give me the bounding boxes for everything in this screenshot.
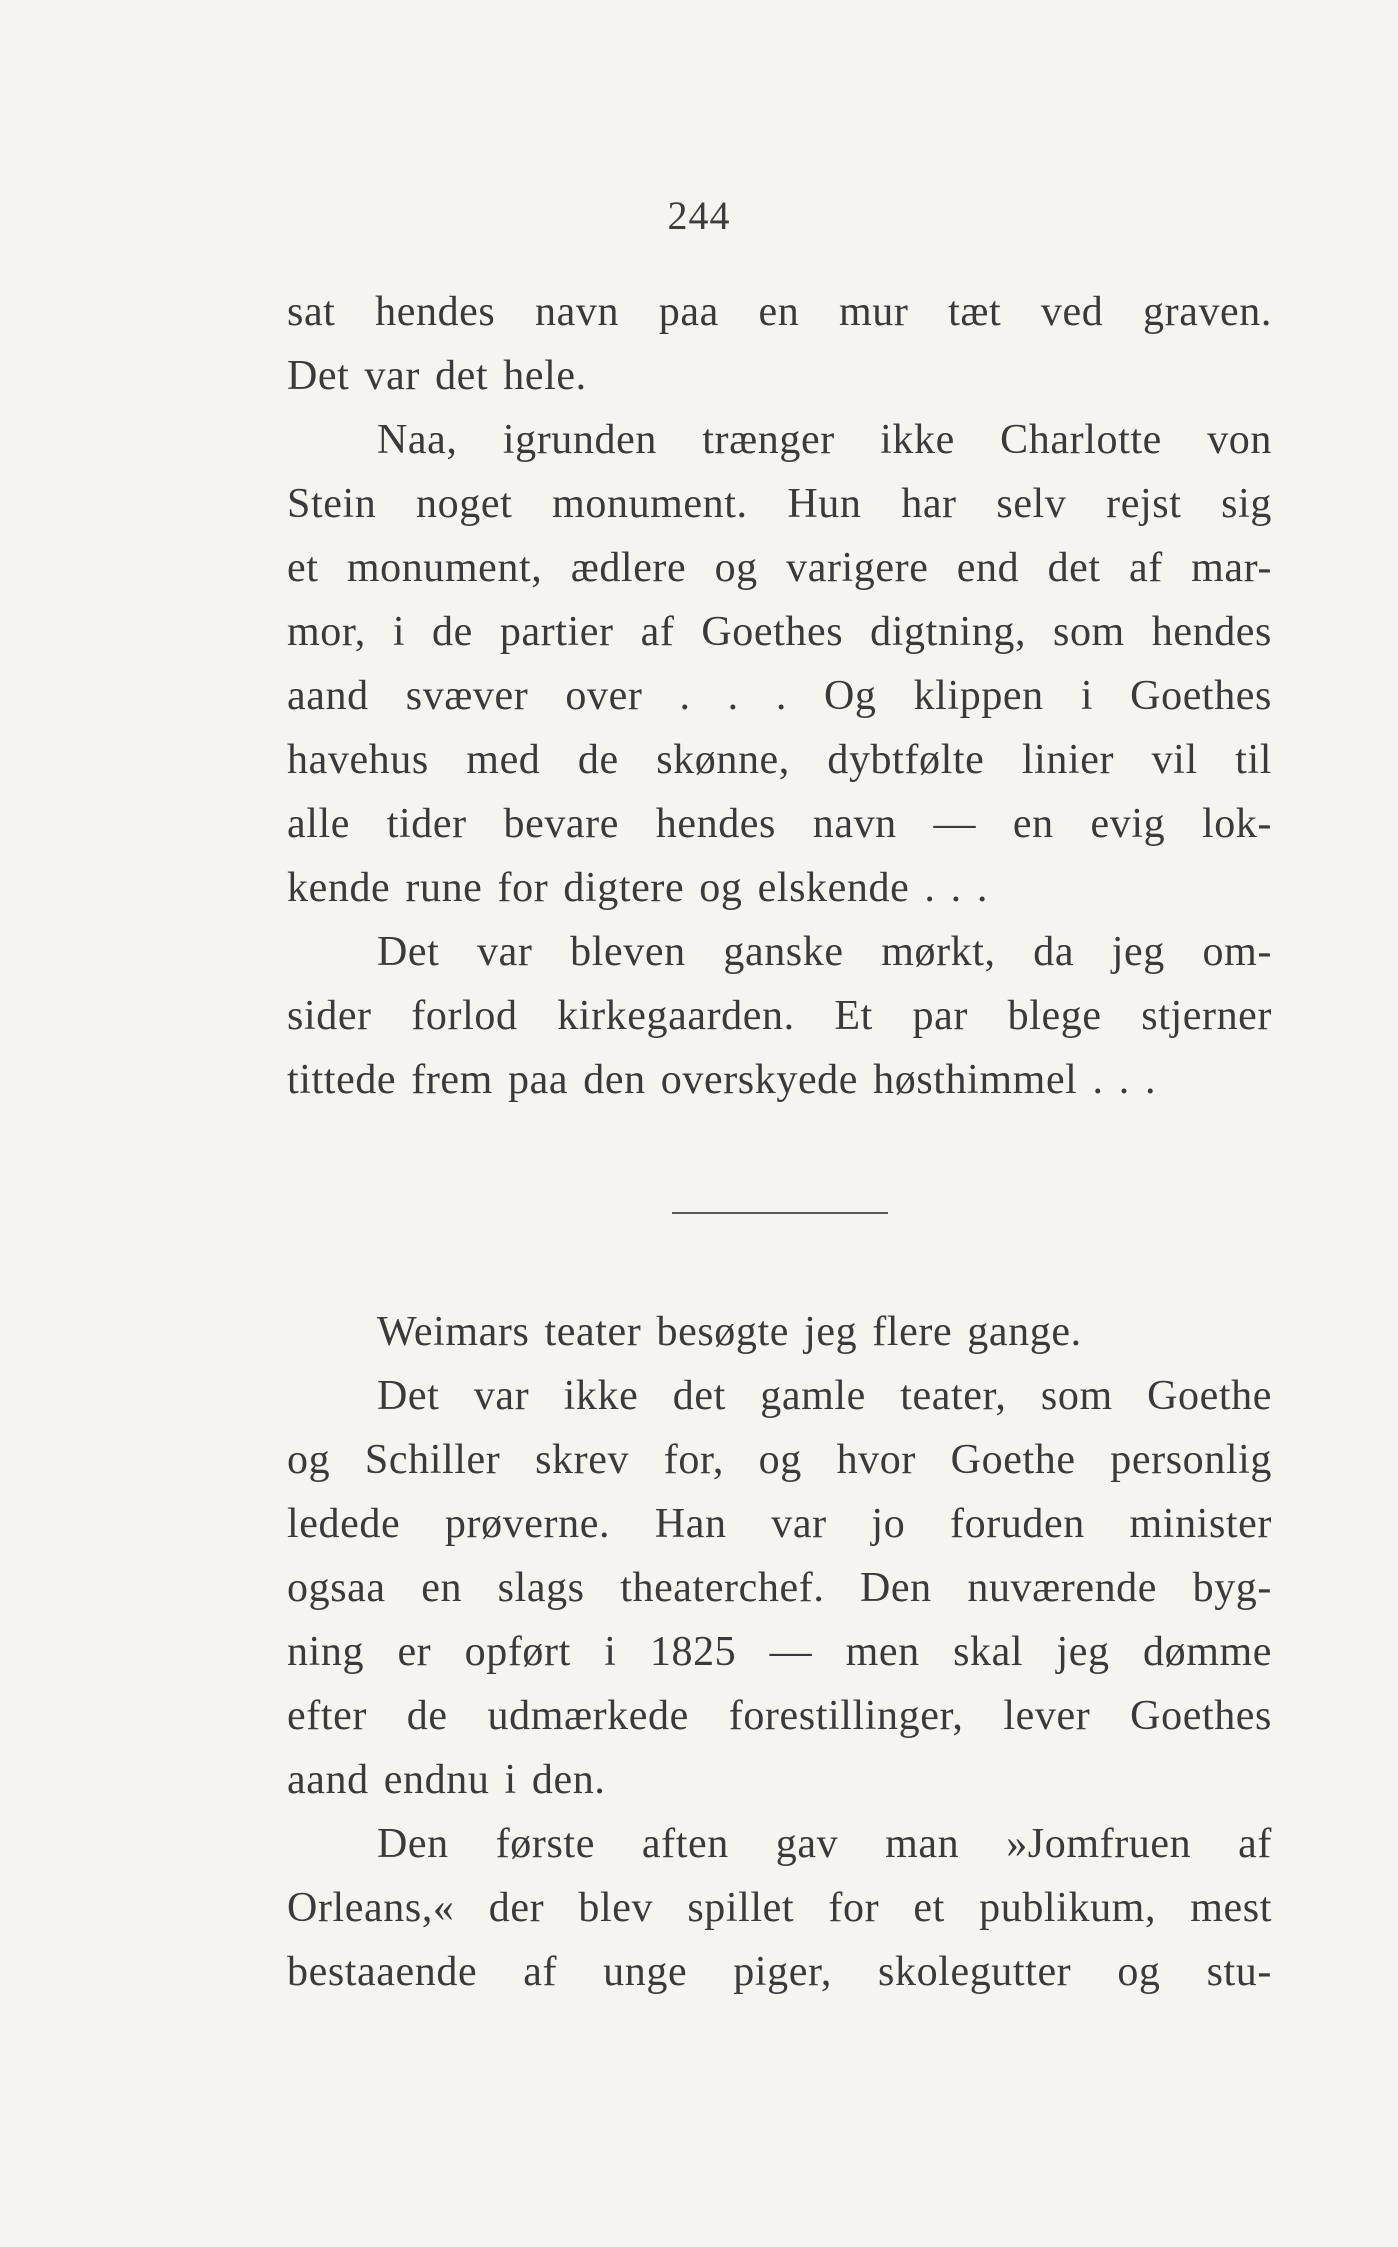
text-line: aand svæver over . . . Og klippen i Goethes xyxy=(287,673,1272,719)
text-line: kende rune for digtere og elskende . . . xyxy=(287,865,988,911)
text-line: mor, i de partier af Goethes digtning, som hendes xyxy=(287,609,1272,655)
text-line: tittede frem paa den overskyede høsthimmel . . . xyxy=(287,1057,1157,1103)
text-line: aand endnu i den. xyxy=(287,1757,606,1803)
text-line: Den første aften gav man »Jomfruen af xyxy=(377,1821,1272,1867)
text-section-1 xyxy=(287,280,1272,1112)
text-line: sider forlod kirkegaarden. Et par blege stjerner xyxy=(287,993,1272,1039)
text-line: bestaaende af unge piger, skolegutter og stu- xyxy=(287,1949,1272,1995)
text-line: Det var bleven ganske mørkt, da jeg om- xyxy=(377,929,1272,975)
section-divider xyxy=(672,1212,888,1214)
text-line: ledede prøverne. Han var jo foruden minister xyxy=(287,1501,1272,1547)
text-line: Naa, igrunden trænger ikke Charlotte von xyxy=(377,417,1272,463)
text-line: havehus med de skønne, dybtfølte linier vil til xyxy=(287,737,1272,783)
text-line: sat hendes navn paa en mur tæt ved graven. xyxy=(287,289,1272,335)
text-line: ogsaa en slags theaterchef. Den nuværende byg- xyxy=(287,1565,1272,1611)
text-section-2 xyxy=(287,1300,1272,2004)
text-line: Weimars teater besøgte jeg flere gange. xyxy=(377,1309,1082,1355)
text-line: Det var ikke det gamle teater, som Goethe xyxy=(377,1373,1272,1419)
text-line: Orleans,« der blev spillet for et publikum, mest xyxy=(287,1885,1272,1931)
page-number: 244 xyxy=(667,193,731,238)
text-line: et monument, ædlere og varigere end det af mar- xyxy=(287,545,1272,591)
text-line: efter de udmærkede forestillinger, lever Goethes xyxy=(287,1693,1272,1739)
text-line: alle tider bevare hendes navn — en evig lok- xyxy=(287,801,1272,847)
text-line: Stein noget monument. Hun har selv rejst sig xyxy=(287,481,1272,527)
text-line: ning er opført i 1825 — men skal jeg dømme xyxy=(287,1629,1272,1675)
text-line: Det var det hele. xyxy=(287,353,587,399)
text-line: og Schiller skrev for, og hvor Goethe personlig xyxy=(287,1437,1272,1483)
